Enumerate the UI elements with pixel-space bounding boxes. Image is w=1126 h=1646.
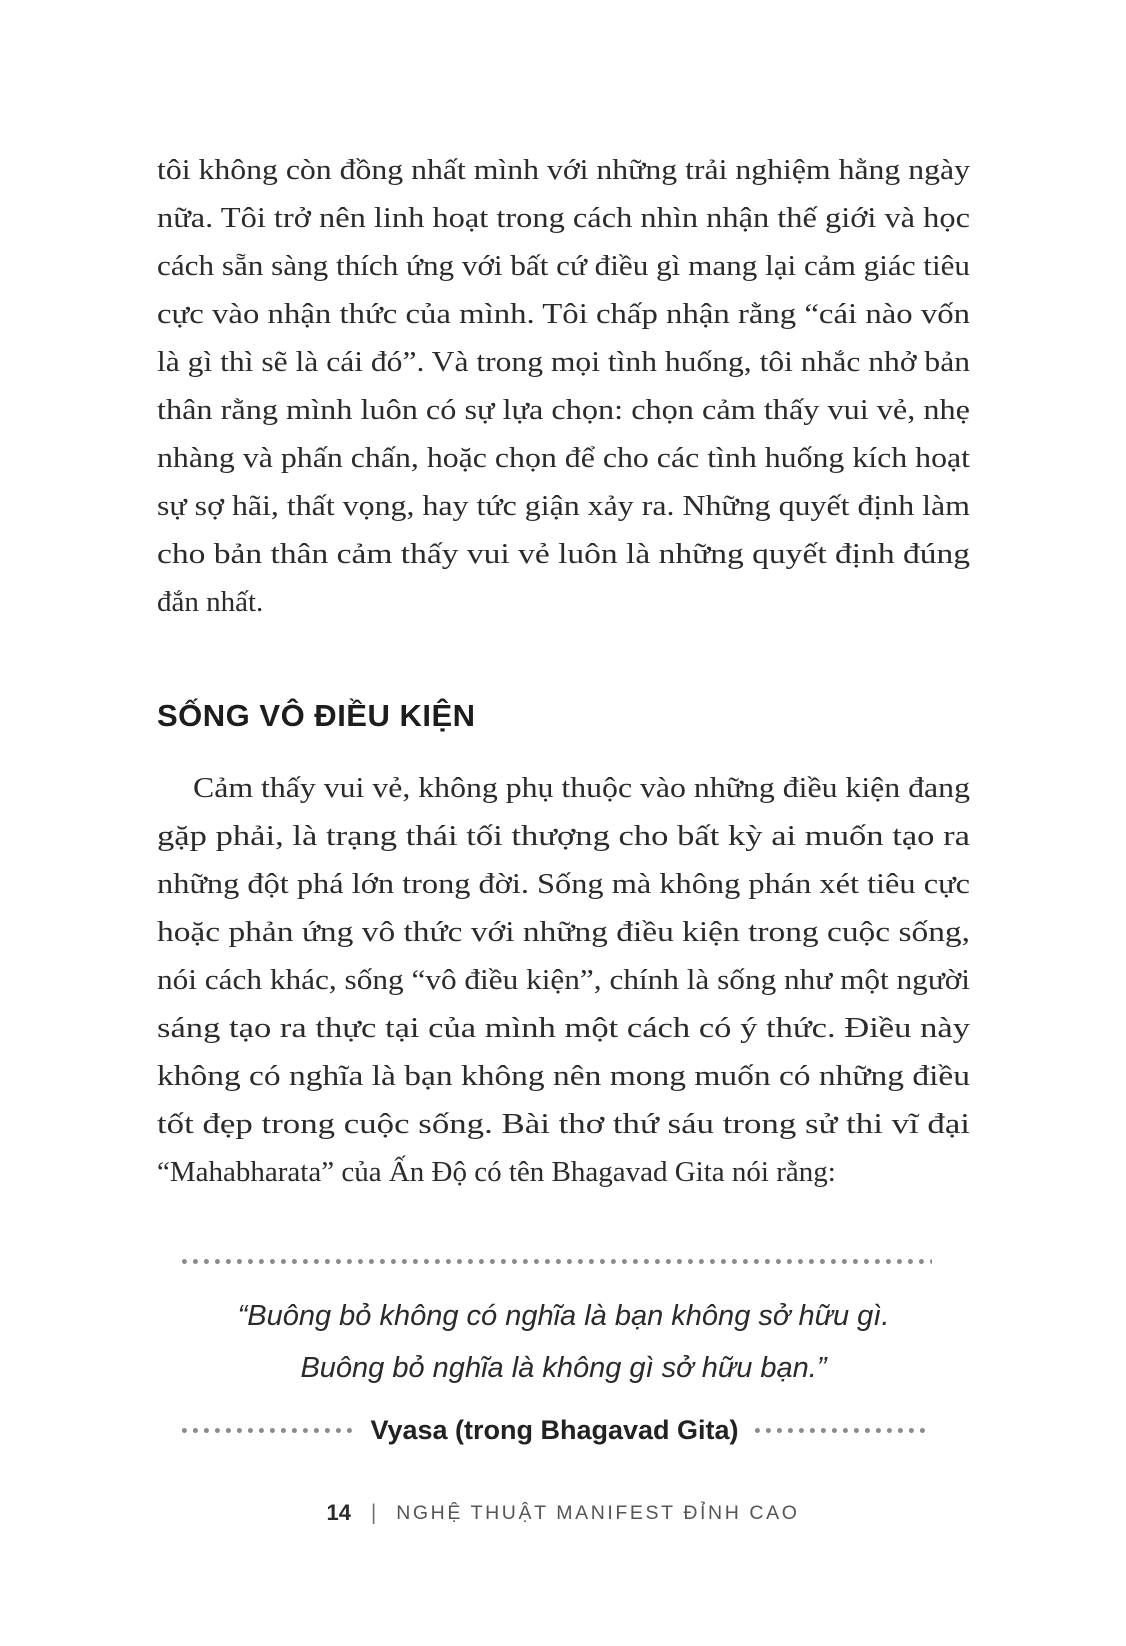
text-line: nói cách khác, sống “vô điều kiện”, chính là sống như một người <box>157 964 970 996</box>
text-line: “Mahabharata” của Ấn Độ có tên Bhagavad Gita nói rằng: <box>157 1156 836 1188</box>
quote-line-1: “Buông bỏ không có nghĩa là bạn không sở hữu gì. <box>237 1300 890 1332</box>
page-footer <box>0 1498 1126 1528</box>
text-line: Cảm thấy vui vẻ, không phụ thuộc vào những điều kiện đang <box>193 772 970 804</box>
attribution-text: Vyasa (trong Bhagavad Gita) <box>370 1414 739 1445</box>
quote-top-dotted-divider <box>182 1259 932 1264</box>
attribution-right-dotted-divider <box>755 1428 927 1433</box>
text-line: sự sợ hãi, thất vọng, hay tức giận xảy ra. Những quyết định làm <box>157 490 970 522</box>
text-line: gặp phải, là trạng thái tối thượng cho bất kỳ ai muốn tạo ra <box>157 820 970 852</box>
text-line: cực vào nhận thức của mình. Tôi chấp nhận rằng “cái nào vốn <box>157 298 970 330</box>
text-line: là gì thì sẽ là cái đó”. Và trong mọi tình huống, tôi nhắc nhở bản <box>157 346 970 378</box>
quote-line-2: Buông bỏ nghĩa là không gì sở hữu bạn.” <box>300 1352 827 1384</box>
text-line: tôi không còn đồng nhất mình với những trải nghiệm hằng ngày <box>157 154 970 186</box>
text-line: sáng tạo ra thực tại của mình một cách có ý thức. Điều này <box>157 1012 970 1044</box>
quote-block <box>157 1259 970 1394</box>
footer-separator: | <box>371 1500 377 1525</box>
section-heading: SỐNG VÔ ĐIỀU KIỆN <box>157 698 476 733</box>
book-title: NGHỆ THUẬT MANIFEST ĐỈNH CAO <box>396 1501 800 1524</box>
paragraph-2 <box>157 764 970 1196</box>
text-line: nữa. Tôi trở nên linh hoạt trong cách nhìn nhận thế giới và học <box>157 202 970 234</box>
text-line: những đột phá lớn trong đời. Sống mà không phán xét tiêu cực <box>157 868 970 900</box>
text-line: thân rằng mình luôn có sự lựa chọn: chọn cảm thấy vui vẻ, nhẹ <box>157 394 970 426</box>
text-line: không có nghĩa là bạn không nên mong muốn có những điều <box>157 1060 970 1092</box>
attribution-left-dotted-divider <box>182 1428 354 1433</box>
text-line: đắn nhất. <box>157 586 264 618</box>
text-line: tốt đẹp trong cuộc sống. Bài thơ thứ sáu trong sử thi vĩ đại <box>157 1108 970 1140</box>
text-line: cách sẵn sàng thích ứng với bất cứ điều gì mang lại cảm giác tiêu <box>157 250 971 282</box>
quote-attribution <box>182 1412 927 1448</box>
text-line: nhàng và phấn chấn, hoặc chọn để cho các tình huống kích hoạt <box>157 442 971 474</box>
page-number: 14 <box>326 1500 351 1525</box>
text-line: cho bản thân cảm thấy vui vẻ luôn là những quyết định đúng <box>157 538 970 570</box>
text-line: hoặc phản ứng vô thức với những điều kiện trong cuộc sống, <box>157 916 970 948</box>
paragraph-1 <box>157 146 970 626</box>
